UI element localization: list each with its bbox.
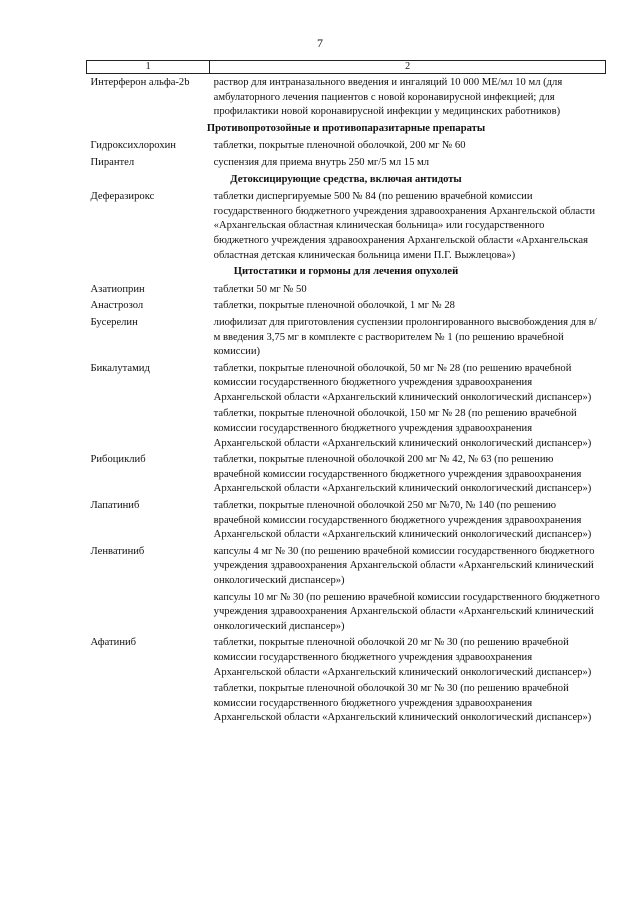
drug-table-body [87,61,606,726]
drug-description: таблетки диспергируемые 500 № 84 (по решению врачебной комиссии государственного бюджетного учреждения здравоохранения Архангельской области «Архангельская областная клиническая больница» или государственного бюджетного учреждения здравоохранения Архангельской области «Архангельская областная детская клиническая больница имени П.Г. Выжлецова») [213,191,596,261]
table-row [87,543,606,589]
table-row [87,497,606,543]
drug-description: суспензия для приема внутрь 250 мг/5 мл 15 мл [213,156,430,168]
drug-name: Рибоциклиб [90,454,146,466]
table-row [87,451,606,497]
table-row [87,589,606,635]
drug-description: таблетки, покрытые пленочной оболочкой 20 мг № 30 (по решению врачебной комиссии государственного бюджетного учреждения здравоохранения Архангельской области «Архангельский клинический онкологический диспансер») [213,637,592,678]
section-header-row [87,120,606,138]
section-header-row [87,171,606,189]
drug-name: Ленватиниб [90,545,145,557]
drug-name [87,405,210,451]
drug-description: лиофилизат для приготовления суспензии пролонгированного высвобождения для в/м введения 3,75 мг в комплекте с растворителем № 1 (по решению врачебной комиссии) [213,316,597,358]
drug-table [86,60,606,726]
column-header-row [87,61,606,74]
section-title: Детоксицирующие средства, включая антидоты [230,173,462,185]
table-row [87,74,606,120]
drug-description: капсулы 10 мг № 30 (по решению врачебной комиссии государственного бюджетного учреждения здравоохранения Архангельской области «Архангельский клинический онкологический диспансер») [213,591,600,632]
column-header-2: 2 [210,61,606,74]
table-row [87,634,606,680]
drug-description: таблетки, покрытые пленочной оболочкой 30 мг № 30 (по решению врачебной комиссии государственного бюджетного учреждения здравоохранения Архангельской области «Архангельский клинический онкологический диспансер») [213,683,592,724]
drug-description: таблетки, покрытые пленочной оболочкой, 50 мг № 28 (по решению врачебной комиссии государственного бюджетного учреждения здравоохранения Архангельской области «Архангельский клинический онкологический диспансер») [213,362,592,403]
drug-description: таблетки, покрытые пленочной оболочкой 200 мг № 42, № 63 (по решению врачебной комиссии государственного бюджетного учреждения здравоохранения Архангельской области «Архангельский клинический онкологический диспансер») [213,454,592,495]
drug-name: Интерферон альфа-2b [90,77,190,88]
section-title: Противопротозойные и противопаразитарные препараты [206,122,486,134]
drug-name: Лапатиниб [90,500,140,512]
table-row [87,297,606,314]
drug-name: Бусерелин [90,316,138,328]
column-header-1: 1 [87,61,210,74]
table-row [87,281,606,298]
drug-description: таблетки, покрытые пленочной оболочкой, 150 мг № 28 (по решению врачебной комиссии государственного бюджетного учреждения здравоохранения Архангельской области «Архангельский клинический онкологический диспансер») [213,408,592,449]
section-header-row [87,263,606,281]
drug-description: таблетки, покрытые пленочной оболочкой, 1 мг № 28 [213,300,455,312]
table-row [87,314,606,360]
drug-name: Бикалутамид [90,362,150,374]
drug-name: Афатиниб [90,637,137,649]
drug-name: Пирантел [90,156,135,168]
drug-name [87,680,210,726]
table-row [87,137,606,154]
page-number: 7 [317,36,323,50]
drug-name [87,589,210,635]
section-title: Цитостатики и гормоны для лечения опухолей [233,266,459,278]
table-row [87,154,606,171]
drug-name: Деферазирокс [90,191,155,203]
drug-description: таблетки, покрытые пленочной оболочкой, 200 мг № 60 [213,140,466,152]
drug-description: таблетки, покрытые пленочной оболочкой 250 мг №70, № 140 (по решению врачебной комиссии государственного бюджетного учреждения здравоохранения Архангельской области «Архангельский клинический онкологический диспансер») [213,500,592,541]
drug-name: Анастрозол [90,300,144,312]
table-row [87,188,606,263]
table-row [87,680,606,726]
table-row [87,405,606,451]
drug-name: Азатиоприн [90,283,145,295]
drug-description: раствор для интраназального введения и ингаляций 10 000 МЕ/мл 10 мл (для амбулаторного лечения пациентов с новой коронавирусной инфекцией; для профилактики новой коронавирусной инфекции у медицинских работников) [213,77,563,118]
drug-description: капсулы 4 мг № 30 (по решению врачебной комиссии государственного бюджетного учреждения здравоохранения Архангельской области «Архангельский клинический онкологический диспансер») [213,545,595,586]
drug-description: таблетки 50 мг № 50 [213,283,307,295]
drug-name: Гидроксихлорохин [90,140,176,152]
table-row [87,360,606,406]
